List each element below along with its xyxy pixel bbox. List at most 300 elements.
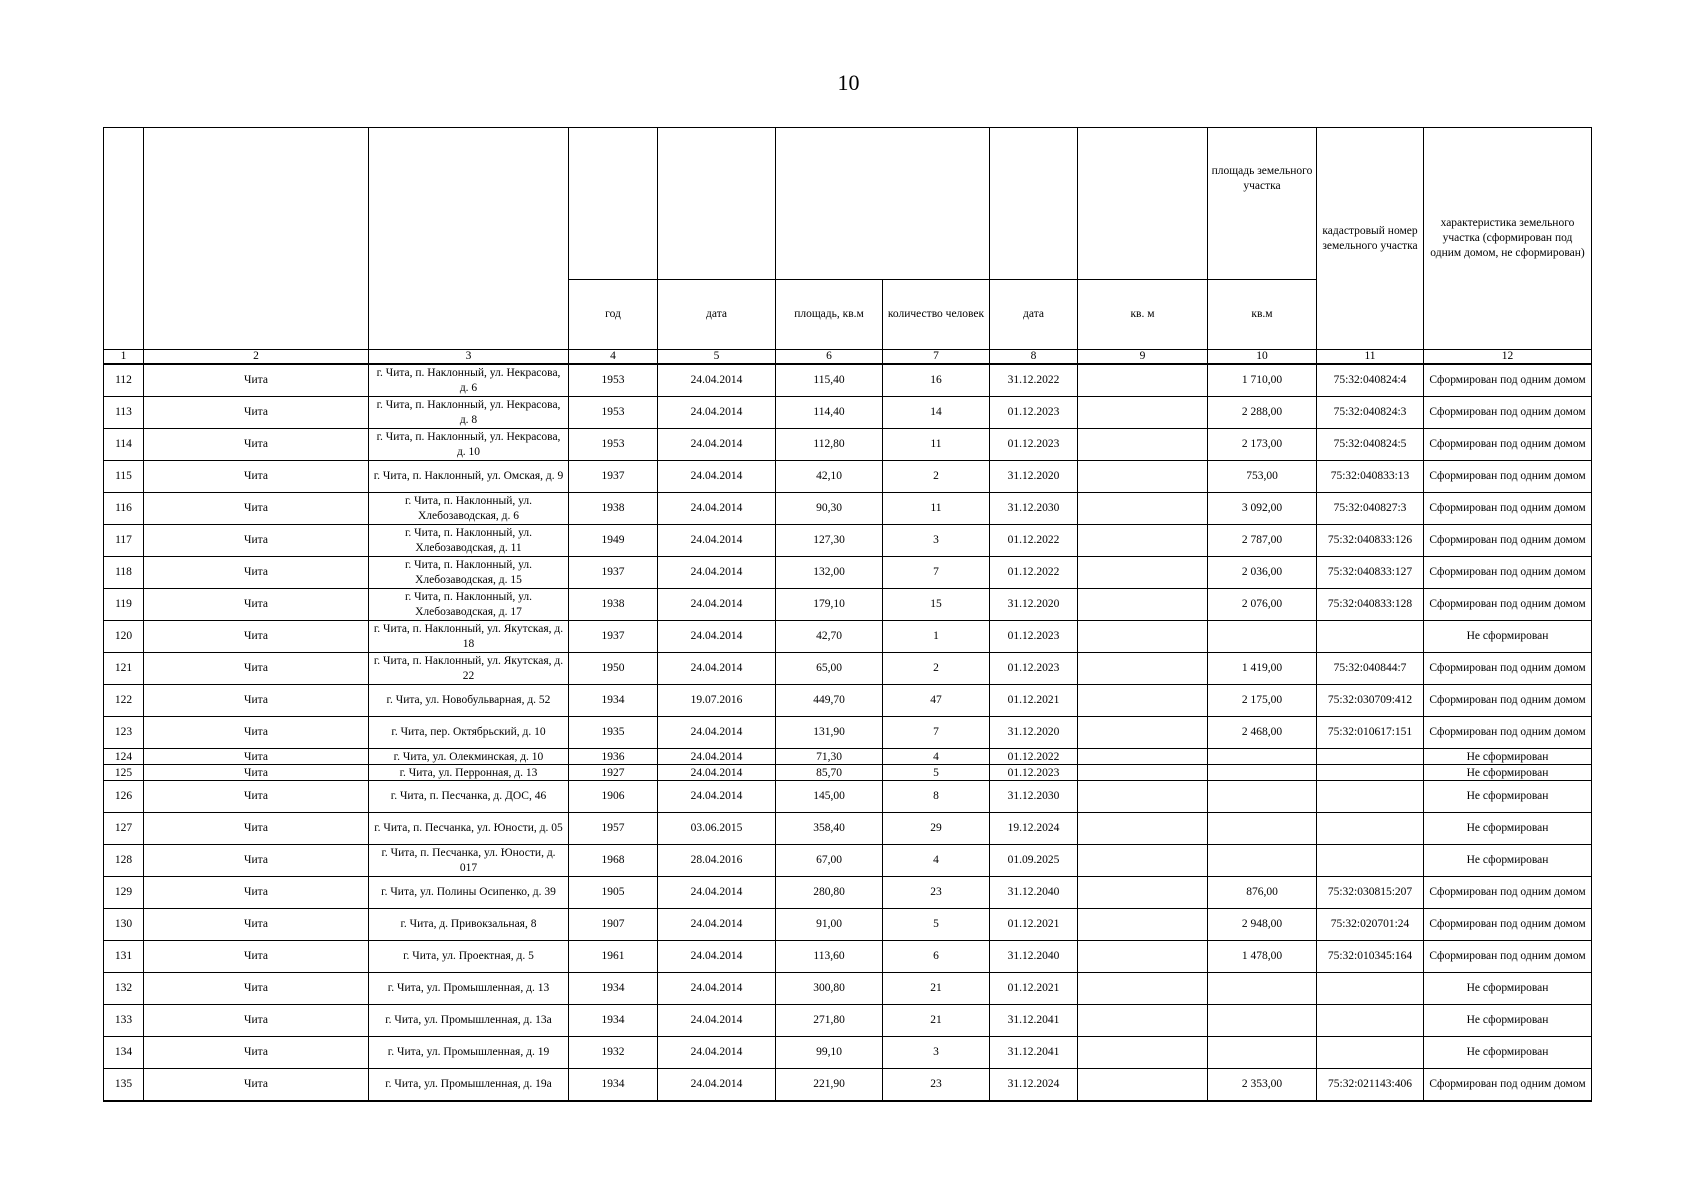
people-cell: 3 (883, 1037, 990, 1069)
area-cell: 221,90 (776, 1069, 883, 1102)
people-cell: 7 (883, 717, 990, 749)
sqm-cell (1078, 909, 1208, 941)
area-cell: 114,40 (776, 397, 883, 429)
city-cell: Чита (144, 685, 369, 717)
land-area-cell (1208, 813, 1317, 845)
year-cell: 1949 (569, 525, 658, 557)
planned-date-cell: 01.12.2023 (990, 429, 1078, 461)
people-cell: 7 (883, 557, 990, 589)
land-area-cell: 876,00 (1208, 877, 1317, 909)
cadastral-cell: 75:32:040824:3 (1317, 397, 1424, 429)
cadastral-cell: 75:32:020701:24 (1317, 909, 1424, 941)
address-cell: г. Чита, ул. Новобульварная, д. 52 (369, 685, 569, 717)
table-row (104, 685, 1592, 717)
row-number: 129 (104, 877, 144, 909)
area-cell: 42,70 (776, 621, 883, 653)
column-number: 12 (1424, 350, 1592, 365)
row-number: 119 (104, 589, 144, 621)
cadastral-cell: 75:32:010345:164 (1317, 941, 1424, 973)
planned-date-cell: 01.12.2021 (990, 973, 1078, 1005)
table-row (104, 813, 1592, 845)
status-cell: Не сформирован (1424, 1037, 1592, 1069)
city-cell: Чита (144, 525, 369, 557)
city-cell: Чита (144, 493, 369, 525)
year-cell: 1927 (569, 765, 658, 781)
status-cell: Сформирован под одним домом (1424, 461, 1592, 493)
city-cell: Чита (144, 589, 369, 621)
row-number: 128 (104, 845, 144, 877)
year-cell: 1937 (569, 621, 658, 653)
planned-date-cell: 31.12.2020 (990, 717, 1078, 749)
sqm-cell (1078, 653, 1208, 685)
row-number: 113 (104, 397, 144, 429)
people-cell: 29 (883, 813, 990, 845)
people-cell: 5 (883, 909, 990, 941)
city-cell: Чита (144, 781, 369, 813)
date-cell: 24.04.2014 (658, 621, 776, 653)
people-cell: 2 (883, 653, 990, 685)
date-cell: 24.04.2014 (658, 1069, 776, 1102)
sqm-cell (1078, 717, 1208, 749)
table-row (104, 461, 1592, 493)
column-number: 3 (369, 350, 569, 365)
row-number: 116 (104, 493, 144, 525)
area-cell: 71,30 (776, 749, 883, 765)
status-cell: Сформирован под одним домом (1424, 429, 1592, 461)
city-cell: Чита (144, 557, 369, 589)
sqm-cell (1078, 781, 1208, 813)
header-cell-8 (990, 128, 1078, 280)
land-area-cell (1208, 973, 1317, 1005)
year-cell: 1907 (569, 909, 658, 941)
planned-date-cell: 31.12.2040 (990, 877, 1078, 909)
status-cell: Сформирован под одним домом (1424, 1069, 1592, 1102)
status-cell: Сформирован под одним домом (1424, 909, 1592, 941)
address-cell: г. Чита, п. Наклонный, ул. Некрасова, д. 6 (369, 364, 569, 397)
people-cell: 21 (883, 1005, 990, 1037)
header-planned-date: дата (990, 280, 1078, 350)
year-cell: 1905 (569, 877, 658, 909)
year-cell: 1968 (569, 845, 658, 877)
people-cell: 5 (883, 765, 990, 781)
address-cell: г. Чита, д. Привокзальная, 8 (369, 909, 569, 941)
column-number: 4 (569, 350, 658, 365)
header-cadastral-number: кадастровый номер земельного участка (1317, 128, 1424, 350)
status-cell: Сформирован под одним домом (1424, 717, 1592, 749)
date-cell: 24.04.2014 (658, 717, 776, 749)
planned-date-cell: 01.12.2021 (990, 685, 1078, 717)
people-cell: 2 (883, 461, 990, 493)
address-cell: г. Чита, ул. Промышленная, д. 19а (369, 1069, 569, 1102)
sqm-cell (1078, 877, 1208, 909)
sqm-cell (1078, 557, 1208, 589)
cadastral-cell: 75:32:030815:207 (1317, 877, 1424, 909)
area-cell: 145,00 (776, 781, 883, 813)
planned-date-cell: 31.12.2020 (990, 461, 1078, 493)
planned-date-cell: 01.12.2023 (990, 621, 1078, 653)
area-cell: 271,80 (776, 1005, 883, 1037)
table-row (104, 765, 1592, 781)
people-cell: 4 (883, 749, 990, 765)
sqm-cell (1078, 941, 1208, 973)
header-area: площадь, кв.м (776, 280, 883, 350)
table-row (104, 877, 1592, 909)
people-cell: 23 (883, 1069, 990, 1102)
city-cell: Чита (144, 364, 369, 397)
area-cell: 65,00 (776, 653, 883, 685)
land-area-cell: 2 173,00 (1208, 429, 1317, 461)
housing-register-table (103, 127, 1592, 1102)
planned-date-cell: 31.12.2040 (990, 941, 1078, 973)
city-cell: Чита (144, 765, 369, 781)
column-number: 7 (883, 350, 990, 365)
cadastral-cell (1317, 973, 1424, 1005)
cadastral-cell (1317, 813, 1424, 845)
year-cell: 1937 (569, 461, 658, 493)
address-cell: г. Чита, ул. Олекминская, д. 10 (369, 749, 569, 765)
date-cell: 24.04.2014 (658, 909, 776, 941)
city-cell: Чита (144, 1005, 369, 1037)
cadastral-cell: 75:32:040833:128 (1317, 589, 1424, 621)
cadastral-cell (1317, 1005, 1424, 1037)
year-cell: 1934 (569, 1069, 658, 1102)
people-cell: 11 (883, 429, 990, 461)
year-cell: 1935 (569, 717, 658, 749)
header-land-area: площадь земельного участка (1208, 128, 1317, 280)
column-number: 9 (1078, 350, 1208, 365)
header-cell-6-7 (776, 128, 990, 280)
people-cell: 11 (883, 493, 990, 525)
table-body (104, 364, 1592, 1101)
year-cell: 1906 (569, 781, 658, 813)
header-date: дата (658, 280, 776, 350)
table-row (104, 909, 1592, 941)
city-cell: Чита (144, 717, 369, 749)
row-number: 127 (104, 813, 144, 845)
planned-date-cell: 01.12.2022 (990, 557, 1078, 589)
table-row (104, 973, 1592, 1005)
column-number-row (104, 350, 1592, 365)
people-cell: 15 (883, 589, 990, 621)
people-cell: 1 (883, 621, 990, 653)
land-area-cell: 1 710,00 (1208, 364, 1317, 397)
table-row (104, 1037, 1592, 1069)
status-cell: Не сформирован (1424, 845, 1592, 877)
people-cell: 16 (883, 364, 990, 397)
cadastral-cell: 75:32:040827:3 (1317, 493, 1424, 525)
date-cell: 24.04.2014 (658, 461, 776, 493)
year-cell: 1934 (569, 685, 658, 717)
column-number: 2 (144, 350, 369, 365)
city-cell: Чита (144, 1037, 369, 1069)
sqm-cell (1078, 589, 1208, 621)
status-cell: Не сформирован (1424, 765, 1592, 781)
cadastral-cell (1317, 749, 1424, 765)
date-cell: 24.04.2014 (658, 653, 776, 685)
cadastral-cell (1317, 1037, 1424, 1069)
cadastral-cell: 75:32:021143:406 (1317, 1069, 1424, 1102)
table-row (104, 557, 1592, 589)
date-cell: 24.04.2014 (658, 941, 776, 973)
row-number: 114 (104, 429, 144, 461)
date-cell: 24.04.2014 (658, 749, 776, 765)
header-cell-2 (144, 128, 369, 350)
land-area-cell: 2 787,00 (1208, 525, 1317, 557)
sqm-cell (1078, 429, 1208, 461)
people-cell: 4 (883, 845, 990, 877)
header-cell-9 (1078, 128, 1208, 280)
status-cell: Не сформирован (1424, 973, 1592, 1005)
row-number: 124 (104, 749, 144, 765)
status-cell: Сформирован под одним домом (1424, 877, 1592, 909)
header-cell-3 (369, 128, 569, 350)
header-row-top (104, 128, 1592, 280)
planned-date-cell: 31.12.2030 (990, 781, 1078, 813)
area-cell: 179,10 (776, 589, 883, 621)
sqm-cell (1078, 1069, 1208, 1102)
address-cell: г. Чита, п. Наклонный, ул. Хлебозаводская, д. 11 (369, 525, 569, 557)
address-cell: г. Чита, п. Наклонный, ул. Якутская, д. 18 (369, 621, 569, 653)
year-cell: 1937 (569, 557, 658, 589)
cadastral-cell (1317, 621, 1424, 653)
sqm-cell (1078, 621, 1208, 653)
area-cell: 91,00 (776, 909, 883, 941)
row-number: 135 (104, 1069, 144, 1102)
city-cell: Чита (144, 461, 369, 493)
year-cell: 1953 (569, 364, 658, 397)
status-cell: Не сформирован (1424, 749, 1592, 765)
sqm-cell (1078, 813, 1208, 845)
area-cell: 127,30 (776, 525, 883, 557)
row-number: 120 (104, 621, 144, 653)
city-cell: Чита (144, 749, 369, 765)
people-cell: 21 (883, 973, 990, 1005)
sqm-cell (1078, 397, 1208, 429)
land-area-cell: 2 288,00 (1208, 397, 1317, 429)
sqm-cell (1078, 973, 1208, 1005)
planned-date-cell: 31.12.2041 (990, 1037, 1078, 1069)
address-cell: г. Чита, ул. Промышленная, д. 19 (369, 1037, 569, 1069)
address-cell: г. Чита, п. Наклонный, ул. Якутская, д. 22 (369, 653, 569, 685)
date-cell: 24.04.2014 (658, 589, 776, 621)
table-header (104, 128, 1592, 365)
planned-date-cell: 31.12.2041 (990, 1005, 1078, 1037)
date-cell: 24.04.2014 (658, 364, 776, 397)
sqm-cell (1078, 525, 1208, 557)
year-cell: 1953 (569, 397, 658, 429)
column-number: 6 (776, 350, 883, 365)
column-number: 10 (1208, 350, 1317, 365)
area-cell: 131,90 (776, 717, 883, 749)
table-row (104, 429, 1592, 461)
status-cell: Сформирован под одним домом (1424, 941, 1592, 973)
area-cell: 300,80 (776, 973, 883, 1005)
year-cell: 1934 (569, 1005, 658, 1037)
header-land-sqm: кв.м (1208, 280, 1317, 350)
land-area-cell: 2 353,00 (1208, 1069, 1317, 1102)
year-cell: 1950 (569, 653, 658, 685)
year-cell: 1957 (569, 813, 658, 845)
cadastral-cell (1317, 765, 1424, 781)
cadastral-cell: 75:32:040833:127 (1317, 557, 1424, 589)
address-cell: г. Чита, ул. Промышленная, д. 13а (369, 1005, 569, 1037)
city-cell: Чита (144, 877, 369, 909)
year-cell: 1938 (569, 589, 658, 621)
area-cell: 449,70 (776, 685, 883, 717)
planned-date-cell: 19.12.2024 (990, 813, 1078, 845)
date-cell: 24.04.2014 (658, 493, 776, 525)
date-cell: 24.04.2014 (658, 1005, 776, 1037)
address-cell: г. Чита, п. Наклонный, ул. Некрасова, д. 10 (369, 429, 569, 461)
city-cell: Чита (144, 397, 369, 429)
address-cell: г. Чита, п. Наклонный, ул. Хлебозаводская, д. 6 (369, 493, 569, 525)
area-cell: 67,00 (776, 845, 883, 877)
address-cell: г. Чита, ул. Промышленная, д. 13 (369, 973, 569, 1005)
land-area-cell: 753,00 (1208, 461, 1317, 493)
row-number: 125 (104, 765, 144, 781)
row-number: 132 (104, 973, 144, 1005)
row-number: 133 (104, 1005, 144, 1037)
people-cell: 8 (883, 781, 990, 813)
row-number: 118 (104, 557, 144, 589)
date-cell: 28.04.2016 (658, 845, 776, 877)
area-cell: 112,80 (776, 429, 883, 461)
sqm-cell (1078, 765, 1208, 781)
land-area-cell (1208, 781, 1317, 813)
table-row (104, 589, 1592, 621)
year-cell: 1932 (569, 1037, 658, 1069)
sqm-cell (1078, 1005, 1208, 1037)
year-cell: 1961 (569, 941, 658, 973)
planned-date-cell: 01.12.2022 (990, 749, 1078, 765)
date-cell: 24.04.2014 (658, 877, 776, 909)
area-cell: 99,10 (776, 1037, 883, 1069)
people-cell: 6 (883, 941, 990, 973)
area-cell: 358,40 (776, 813, 883, 845)
table-row (104, 781, 1592, 813)
land-area-cell (1208, 621, 1317, 653)
address-cell: г. Чита, п. Песчанка, ул. Юности, д. 05 (369, 813, 569, 845)
area-cell: 113,60 (776, 941, 883, 973)
table-row (104, 397, 1592, 429)
status-cell: Сформирован под одним домом (1424, 493, 1592, 525)
city-cell: Чита (144, 429, 369, 461)
cadastral-cell: 75:32:040833:13 (1317, 461, 1424, 493)
row-number: 115 (104, 461, 144, 493)
header-year: год (569, 280, 658, 350)
status-cell: Сформирован под одним домом (1424, 397, 1592, 429)
status-cell: Не сформирован (1424, 781, 1592, 813)
city-cell: Чита (144, 941, 369, 973)
people-cell: 3 (883, 525, 990, 557)
status-cell: Сформирован под одним домом (1424, 685, 1592, 717)
land-area-cell (1208, 749, 1317, 765)
table-row (104, 364, 1592, 397)
planned-date-cell: 01.09.2025 (990, 845, 1078, 877)
land-area-cell: 2 468,00 (1208, 717, 1317, 749)
address-cell: г. Чита, ул. Проектная, д. 5 (369, 941, 569, 973)
people-cell: 14 (883, 397, 990, 429)
area-cell: 115,40 (776, 364, 883, 397)
row-number: 131 (104, 941, 144, 973)
people-cell: 23 (883, 877, 990, 909)
status-cell: Сформирован под одним домом (1424, 653, 1592, 685)
land-area-cell: 2 175,00 (1208, 685, 1317, 717)
cadastral-cell: 75:32:040824:5 (1317, 429, 1424, 461)
city-cell: Чита (144, 621, 369, 653)
area-cell: 42,10 (776, 461, 883, 493)
row-number: 130 (104, 909, 144, 941)
row-number: 121 (104, 653, 144, 685)
year-cell: 1953 (569, 429, 658, 461)
city-cell: Чита (144, 973, 369, 1005)
land-area-cell (1208, 845, 1317, 877)
area-cell: 132,00 (776, 557, 883, 589)
land-area-cell: 2 036,00 (1208, 557, 1317, 589)
date-cell: 24.04.2014 (658, 429, 776, 461)
status-cell: Сформирован под одним домом (1424, 364, 1592, 397)
cadastral-cell: 75:32:010617:151 (1317, 717, 1424, 749)
area-cell: 85,70 (776, 765, 883, 781)
address-cell: г. Чита, п. Наклонный, ул. Хлебозаводская, д. 17 (369, 589, 569, 621)
planned-date-cell: 01.12.2023 (990, 765, 1078, 781)
row-number: 126 (104, 781, 144, 813)
planned-date-cell: 31.12.2024 (990, 1069, 1078, 1102)
land-area-cell: 2 076,00 (1208, 589, 1317, 621)
year-cell: 1938 (569, 493, 658, 525)
date-cell: 19.07.2016 (658, 685, 776, 717)
land-area-cell: 2 948,00 (1208, 909, 1317, 941)
address-cell: г. Чита, п. Наклонный, ул. Омская, д. 9 (369, 461, 569, 493)
land-area-cell: 1 419,00 (1208, 653, 1317, 685)
column-number: 8 (990, 350, 1078, 365)
planned-date-cell: 01.12.2021 (990, 909, 1078, 941)
year-cell: 1936 (569, 749, 658, 765)
land-area-cell (1208, 765, 1317, 781)
table-row (104, 717, 1592, 749)
table-row (104, 941, 1592, 973)
sqm-cell (1078, 845, 1208, 877)
planned-date-cell: 01.12.2023 (990, 397, 1078, 429)
cadastral-cell (1317, 845, 1424, 877)
row-number: 123 (104, 717, 144, 749)
page-number: 10 (837, 70, 860, 95)
date-cell: 24.04.2014 (658, 525, 776, 557)
address-cell: г. Чита, пер. Октябрьский, д. 10 (369, 717, 569, 749)
planned-date-cell: 01.12.2023 (990, 653, 1078, 685)
date-cell: 24.04.2014 (658, 557, 776, 589)
column-number: 5 (658, 350, 776, 365)
table-row (104, 653, 1592, 685)
cadastral-cell: 75:32:040833:126 (1317, 525, 1424, 557)
table-row (104, 621, 1592, 653)
cadastral-cell: 75:32:030709:412 (1317, 685, 1424, 717)
land-area-cell (1208, 1037, 1317, 1069)
city-cell: Чита (144, 1069, 369, 1102)
table-row (104, 1069, 1592, 1102)
city-cell: Чита (144, 813, 369, 845)
row-number: 112 (104, 364, 144, 397)
land-area-cell: 3 092,00 (1208, 493, 1317, 525)
date-cell: 24.04.2014 (658, 781, 776, 813)
date-cell: 24.04.2014 (658, 397, 776, 429)
cadastral-cell (1317, 781, 1424, 813)
area-cell: 280,80 (776, 877, 883, 909)
header-cell-5 (658, 128, 776, 280)
sqm-cell (1078, 493, 1208, 525)
table-row (104, 1005, 1592, 1037)
sqm-cell (1078, 749, 1208, 765)
